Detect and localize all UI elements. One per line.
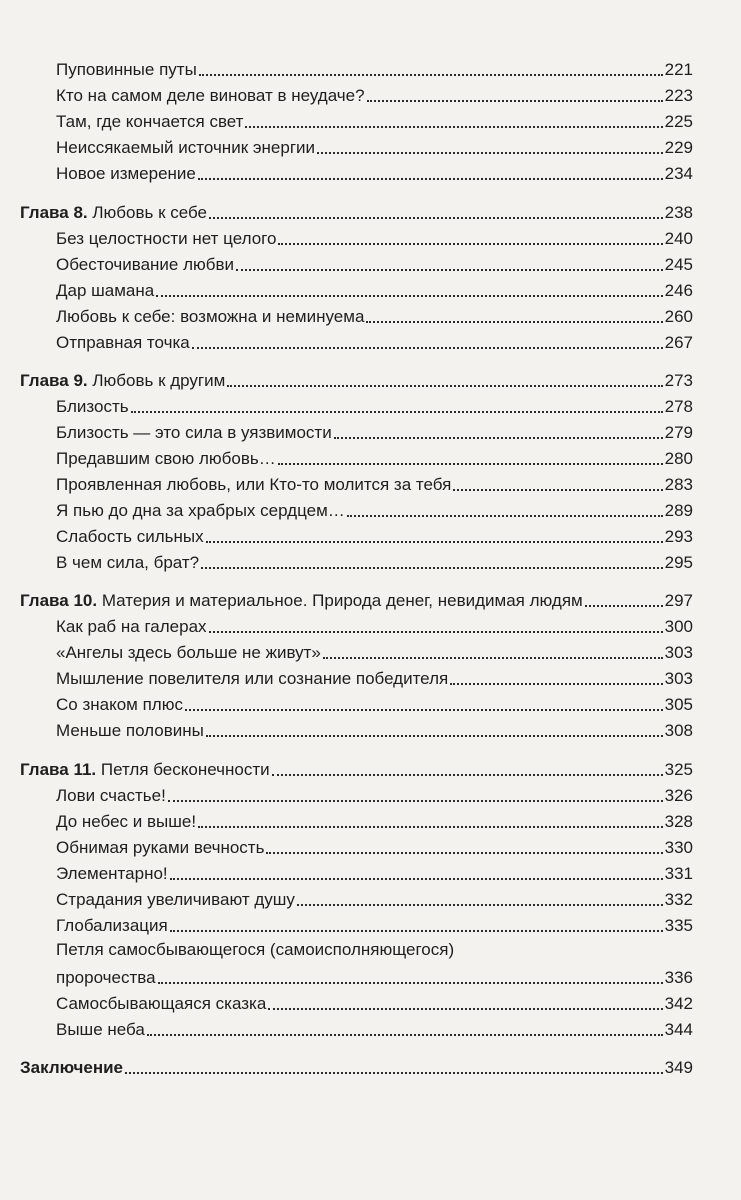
toc-entry[interactable]	[0, 690, 741, 716]
entry-page: 344	[664, 1020, 693, 1039]
entry-title: Как раб на галерах	[56, 617, 207, 636]
dot-leader	[453, 489, 662, 491]
entry-title: Там, где кончается свет	[56, 112, 244, 131]
entry-title: Лови счастье!	[56, 786, 166, 805]
entry-title: Дар шамана	[56, 281, 155, 300]
dot-leader	[131, 411, 663, 413]
dot-leader	[192, 347, 663, 349]
entry-title: Меньше половины	[56, 721, 204, 740]
toc-entry[interactable]	[0, 470, 741, 496]
chapter-10-entry[interactable]	[0, 586, 741, 612]
entry-page: 342	[664, 994, 693, 1013]
entry-page: 234	[664, 164, 693, 183]
entry-title: Самосбывающаяся сказка	[56, 994, 267, 1013]
chapter-page: 273	[664, 371, 693, 390]
entry-title: Выше неба	[56, 1020, 145, 1039]
toc-entry[interactable]	[0, 859, 741, 885]
entry-page: 289	[664, 501, 693, 520]
chapter-page: 325	[664, 760, 693, 779]
chapter-label: Глава 9.	[20, 371, 88, 390]
entry-title: Со знаком плюс	[56, 695, 183, 714]
chapter-page: 238	[664, 203, 693, 222]
entry-title: Новое измерение	[56, 164, 196, 183]
toc-entry[interactable]	[0, 55, 741, 81]
entry-title: Кто на самом деле виноват в неудаче?	[56, 86, 365, 105]
chapter-label: Глава 8.	[20, 203, 88, 222]
toc-entry[interactable]	[0, 276, 741, 302]
conclusion-page: 349	[664, 1058, 693, 1077]
chapter-label: Глава 11.	[20, 760, 97, 779]
entry-title: В чем сила, брат?	[56, 553, 200, 572]
entry-title: Пуповинные путы	[56, 60, 197, 79]
toc-entry[interactable]	[0, 911, 741, 937]
toc-entry[interactable]	[0, 328, 741, 354]
dot-leader	[297, 904, 663, 906]
chapter-label: Глава 10.	[20, 591, 98, 610]
dot-leader	[268, 1008, 662, 1010]
dot-leader	[236, 269, 663, 271]
entry-page: 305	[664, 695, 693, 714]
entry-page: 240	[664, 229, 693, 248]
dot-leader	[199, 74, 663, 76]
toc-entry[interactable]	[0, 392, 741, 418]
conclusion-entry[interactable]	[0, 1053, 741, 1079]
toc-entry[interactable]	[0, 612, 741, 638]
entry-title: Проявленная любовь, или Кто-то молится за тебя	[56, 475, 452, 494]
entry-page: 280	[664, 449, 693, 468]
toc-entry[interactable]	[0, 81, 741, 107]
dot-leader	[317, 152, 663, 154]
dot-leader	[366, 321, 662, 323]
entry-title: До небес и выше!	[56, 812, 197, 831]
dot-leader	[170, 930, 663, 932]
dot-leader	[450, 683, 662, 685]
entry-page: 308	[664, 721, 693, 740]
chapter-title: Любовь к себе	[92, 203, 208, 222]
entry-page: 229	[664, 138, 693, 157]
toc-entry[interactable]	[0, 664, 741, 690]
toc-entry[interactable]	[0, 250, 741, 276]
dot-leader	[185, 709, 663, 711]
entry-page: 331	[664, 864, 693, 883]
toc-entry[interactable]	[0, 444, 741, 470]
dot-leader	[168, 800, 663, 802]
entry-page: 223	[664, 86, 693, 105]
entry-page: 278	[664, 397, 693, 416]
entry-title: Близость — это сила в уязвимости	[56, 423, 332, 442]
entry-page: 267	[664, 333, 693, 352]
dot-leader	[170, 878, 663, 880]
dot-leader	[198, 826, 663, 828]
dot-leader	[206, 735, 663, 737]
dot-leader	[585, 605, 663, 607]
chapter-title: Петля бесконечности	[100, 760, 270, 779]
dot-leader	[323, 657, 663, 659]
dot-leader	[347, 515, 663, 517]
entry-page: 303	[664, 669, 693, 688]
toc-entry[interactable]	[0, 159, 741, 185]
entry-title: Обнимая руками вечность	[56, 838, 265, 857]
dot-leader	[209, 631, 663, 633]
entry-page: 336	[664, 968, 693, 987]
entry-title-line1: Петля самосбывающегося (самоисполняющегося)	[56, 940, 455, 959]
chapter-title: Материя и материальное. Природа денег, невидимая людям	[101, 591, 583, 610]
entry-page: 225	[664, 112, 693, 131]
toc-entry[interactable]	[0, 302, 741, 328]
dot-leader	[272, 774, 663, 776]
entry-page: 279	[664, 423, 693, 442]
entry-page: 328	[664, 812, 693, 831]
dot-leader	[334, 437, 663, 439]
entry-page: 221	[664, 60, 693, 79]
entry-title: Отправная точка	[56, 333, 190, 352]
entry-page: 330	[664, 838, 693, 857]
entry-page: 326	[664, 786, 693, 805]
toc-entry[interactable]	[0, 989, 741, 1015]
entry-title: Без целостности нет целого	[56, 229, 277, 248]
entry-page: 246	[664, 281, 693, 300]
toc-entry[interactable]	[0, 548, 741, 574]
dot-leader	[209, 217, 663, 219]
toc-entry[interactable]	[0, 833, 741, 859]
entry-title: Обесточивание любви	[56, 255, 235, 274]
toc-entry[interactable]	[0, 224, 741, 250]
entry-title: Я пью до дна за храбрых сердцем…	[56, 501, 345, 520]
toc-entry-multiline-second[interactable]	[0, 963, 741, 989]
toc-entry[interactable]	[0, 1015, 741, 1041]
toc-entry[interactable]	[0, 107, 741, 133]
dot-leader	[206, 541, 663, 543]
entry-title: Слабость сильных	[56, 527, 204, 546]
dot-leader	[367, 100, 663, 102]
chapter-8-entry[interactable]	[0, 198, 741, 224]
dot-leader	[266, 852, 662, 854]
dot-leader	[278, 243, 662, 245]
entry-title: Предавшим свою любовь…	[56, 449, 276, 468]
entry-title: Страдания увеличивают душу	[56, 890, 295, 909]
toc-entry[interactable]	[0, 885, 741, 911]
toc-entry[interactable]	[0, 133, 741, 159]
toc-entry[interactable]	[0, 496, 741, 522]
entry-title: Близость	[56, 397, 129, 416]
dot-leader	[156, 295, 662, 297]
dot-leader	[227, 385, 662, 387]
entry-title: Мышление повелителя или сознание победителя	[56, 669, 449, 688]
entry-title: Любовь к себе: возможна и неминуема	[56, 307, 365, 326]
entry-title: Глобализация	[56, 916, 168, 935]
dot-leader	[125, 1072, 663, 1074]
dot-leader	[245, 126, 662, 128]
entry-title-line2: пророчества	[56, 968, 156, 987]
entry-page: 335	[664, 916, 693, 935]
dot-leader	[278, 463, 663, 465]
entry-page: 283	[664, 475, 693, 494]
dot-leader	[201, 567, 663, 569]
entry-page: 245	[664, 255, 693, 274]
conclusion-label: Заключение	[20, 1058, 123, 1077]
entry-title: Неиссякаемый источник энергии	[56, 138, 316, 157]
entry-title: Элементарно!	[56, 864, 168, 883]
toc-entry[interactable]	[0, 522, 741, 548]
entry-page: 303	[664, 643, 693, 662]
dot-leader	[147, 1034, 663, 1036]
entry-page: 332	[664, 890, 693, 909]
toc-entry[interactable]	[0, 807, 741, 833]
entry-page: 293	[664, 527, 693, 546]
chapter-9-entry[interactable]	[0, 366, 741, 392]
entry-page: 260	[664, 307, 693, 326]
toc-entry-multiline-first[interactable]	[0, 937, 741, 963]
entry-page: 295	[664, 553, 693, 572]
dot-leader	[198, 178, 663, 180]
toc-entry[interactable]	[0, 781, 741, 807]
dot-leader	[158, 982, 663, 984]
toc-entry[interactable]	[0, 638, 741, 664]
chapter-page: 297	[664, 591, 693, 610]
toc-entry[interactable]	[0, 716, 741, 742]
entry-page: 300	[664, 617, 693, 636]
chapter-title: Любовь к другим	[92, 371, 226, 390]
chapter-11-entry[interactable]	[0, 755, 741, 781]
entry-title: «Ангелы здесь больше не живут»	[56, 643, 321, 662]
toc-entry[interactable]	[0, 418, 741, 444]
